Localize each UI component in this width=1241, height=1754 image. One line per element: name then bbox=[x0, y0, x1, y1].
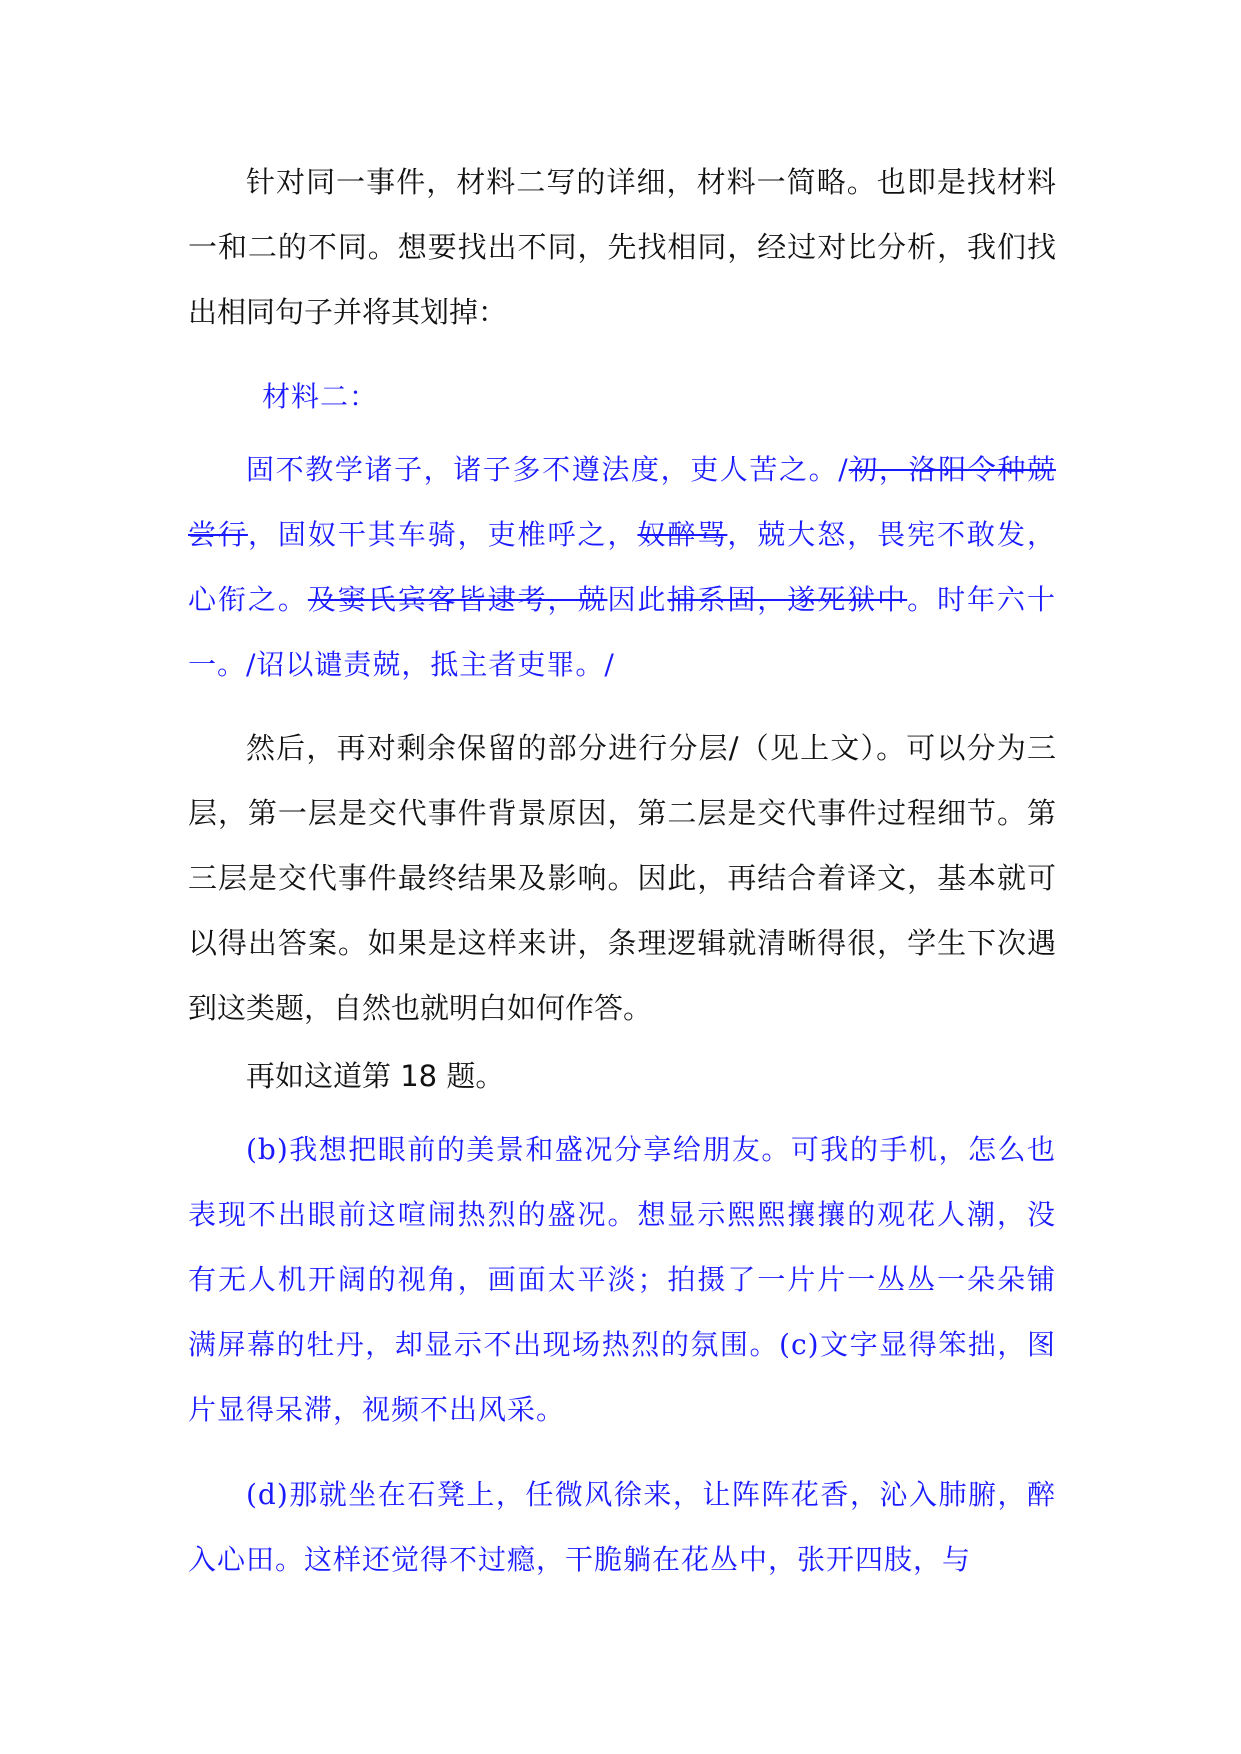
example-d-quote: (d)那就坐在石凳上，任微风徐来，让阵阵花香，沁入肺腑，醉入心田。这样还觉得不过瘾，干脆躺在花丛中，张开四肢，与 bbox=[188, 1478, 1056, 1576]
struck-sentence: 捕系固，遂死狱中 bbox=[667, 583, 908, 616]
example-b-quote: (b)我想把眼前的美景和盛况分享给朋友。可我的手机，怎么也表现不出眼前这喧闹热烈的盛况。想显示熙熙攘攘的观花人潮，没有无人机开阔的视角，画面太平淡；拍摄了一片片一丛丛一朵朵铺满屏幕的牡丹，却显示不出现场热烈的氛围。(c)文字显得笨拙，图片显得呆滞，视频不出风采。 bbox=[188, 1133, 1056, 1426]
material-sentence: 固不教学诸子，诸子多不遵法度，吏人苦之。/ bbox=[246, 453, 849, 486]
material-label: 材料二： bbox=[262, 380, 379, 413]
material-sentence: 。时年六十一。/诏以谴责兢，抵主者吏罪。/ bbox=[188, 583, 1056, 681]
struck-sentence: 奴醉骂 bbox=[637, 518, 728, 551]
material-sentence: 因此 bbox=[607, 583, 668, 616]
analysis-paragraph: 然后，再对剩余保留的部分进行分层/（见上文）。可以分为三层，第一层是交代事件背景原因，第二层是交代事件过程细节。第三层是交代事件最终结果及影响。因此，再结合着译文，基本就可以得出答案。如果是这样来讲，条理逻辑就清晰得很，学生下次遇到这类题，自然也就明白如何作答。 bbox=[188, 731, 1056, 1025]
material-sentence: ，兢大怒，畏宪不敢发，心衔之。 bbox=[188, 518, 1056, 616]
material-quote bbox=[188, 437, 1056, 697]
material-sentence: ，固奴干其车骑，吏椎呼之， bbox=[247, 518, 638, 551]
next-example-paragraph: 再如这道第 18 题。 bbox=[246, 1059, 505, 1093]
struck-sentence: 初，洛阳令种兢尝行 bbox=[188, 453, 1056, 551]
intro-paragraph: 针对同一事件，材料二写的详细，材料一简略。也即是找材料一和二的不同。想要找出不同，先找相同，经过对比分析，我们找出相同句子并将其划掉： bbox=[188, 165, 1056, 329]
struck-sentence: 及窦氏宾客皆逮考，兢 bbox=[307, 583, 608, 616]
